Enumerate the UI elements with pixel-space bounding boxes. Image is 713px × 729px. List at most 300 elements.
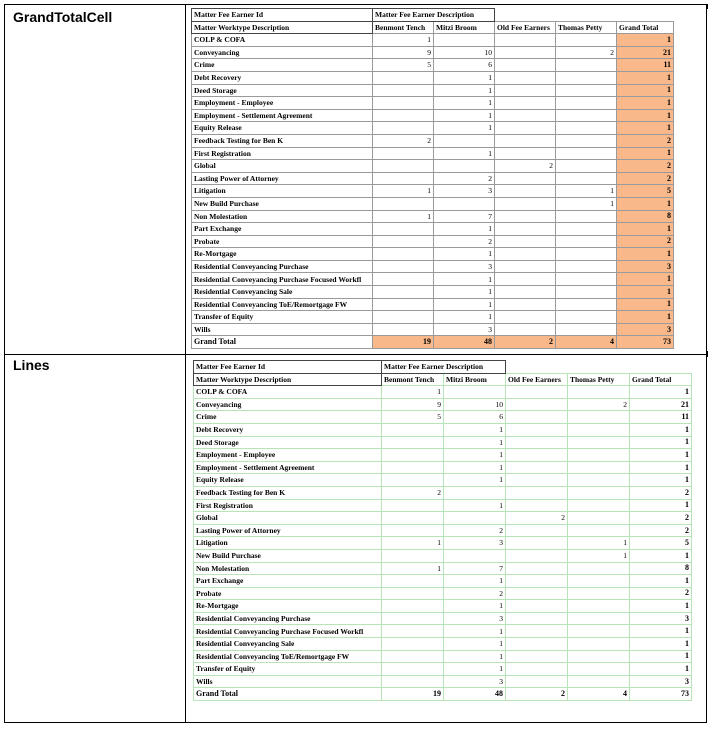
table-row [194,650,692,663]
row-label: Non Molestation [192,210,373,223]
grand-total-cell: 1 [630,386,692,399]
table-row [194,663,692,676]
grand-total-cell: 1 [617,109,674,122]
value-cell [556,34,617,47]
value-cell [495,97,556,110]
value-cell: 5 [382,411,444,424]
value-cell [382,436,444,449]
value-cell [568,423,630,436]
row-label: Litigation [194,537,382,550]
row-label: Conveyancing [192,46,373,59]
grand-total-cell: 1 [617,97,674,110]
value-cell [495,109,556,122]
value-cell [506,486,568,499]
value-cell [373,197,434,210]
grand-total-value: 4 [568,688,630,701]
row-label: Employment - Employee [194,449,382,462]
value-cell [382,461,444,474]
value-cell [506,436,568,449]
row-field-button[interactable]: Matter Worktype Description [194,373,382,386]
value-cell [506,612,568,625]
value-cell [556,59,617,72]
value-cell [556,109,617,122]
value-cell [444,386,506,399]
row-label: Employment - Settlement Agreement [194,461,382,474]
value-cell [373,223,434,236]
row-label: Equity Release [192,122,373,135]
value-cell [382,474,444,487]
value-cell [495,286,556,299]
grand-total-cell: 1 [617,71,674,84]
value-cell [556,223,617,236]
value-cell: 2 [373,134,434,147]
grand-total-cell: 8 [617,210,674,223]
value-cell [382,449,444,462]
value-cell: 1 [444,600,506,613]
value-cell: 1 [556,185,617,198]
row-label: Residential Conveyancing ToE/Remortgage FW [194,650,382,663]
row-label: Global [192,160,373,173]
row-label: Transfer of Equity [194,663,382,676]
table-row [192,134,674,147]
value-cell [495,59,556,72]
grand-total-cell: 1 [630,650,692,663]
table-row [194,537,692,550]
value-cell [373,84,434,97]
value-cell [556,97,617,110]
grand-total-value: 4 [556,336,617,349]
value-cell [495,298,556,311]
value-cell: 7 [434,210,495,223]
value-cell: 1 [444,575,506,588]
value-cell [556,210,617,223]
pivot-table-lines [193,360,692,701]
value-cell: 2 [568,398,630,411]
table-row [192,34,674,47]
row-label: Probate [192,235,373,248]
grand-total-cell: 2 [630,587,692,600]
pivot-container [186,5,706,354]
value-cell [556,235,617,248]
grand-total-cell: 1 [617,197,674,210]
value-cell [556,311,617,324]
grand-total-cell: 1 [617,122,674,135]
value-cell [434,197,495,210]
value-cell: 1 [373,185,434,198]
table-row [194,675,692,688]
grand-total-cell: 2 [617,235,674,248]
table-row [192,84,674,97]
value-cell [506,537,568,550]
grand-total-cell: 1 [617,286,674,299]
grand-total-label: Grand Total [194,688,382,701]
value-cell [568,449,630,462]
value-cell [556,323,617,336]
value-cell [382,675,444,688]
value-cell: 7 [444,562,506,575]
table-row [192,185,674,198]
row-label: Residential Conveyancing Purchase [192,260,373,273]
value-cell [556,286,617,299]
value-cell [568,486,630,499]
value-cell [506,600,568,613]
value-cell [382,587,444,600]
value-cell: 9 [382,398,444,411]
grand-total-cell: 1 [617,248,674,261]
grand-total-cell: 1 [630,663,692,676]
row-label: Debt Recovery [194,423,382,436]
section-label-cell [5,5,186,354]
table-row [192,260,674,273]
table-row [192,172,674,185]
value-cell [495,122,556,135]
value-cell [495,197,556,210]
value-cell [506,587,568,600]
column-field-button[interactable]: Matter Fee Earner Id [192,9,373,22]
value-cell [568,512,630,525]
grand-total-cell: 2 [617,134,674,147]
value-cell: 1 [444,650,506,663]
table-row [194,499,692,512]
value-cell: 1 [444,474,506,487]
grand-total-cell: 2 [630,486,692,499]
table-row [192,97,674,110]
value-cell: 1 [568,537,630,550]
value-cell [495,273,556,286]
value-cell [382,612,444,625]
table-row [194,612,692,625]
value-cell: 3 [444,675,506,688]
column-header: Old Fee Earners [495,21,556,34]
column-header: Mitzi Broom [444,373,506,386]
grand-total-value: 2 [506,688,568,701]
row-label: COLP & COFA [194,386,382,399]
value-cell [434,34,495,47]
value-cell [373,273,434,286]
value-cell: 2 [495,160,556,173]
grand-total-cell: 21 [617,46,674,59]
table-row [194,600,692,613]
grand-total-cell: 11 [617,59,674,72]
column-field-button[interactable]: Matter Fee Earner Id [194,361,382,374]
column-header: Mitzi Broom [434,21,495,34]
value-cell [382,575,444,588]
table-row [192,160,674,173]
value-cell: 1 [382,386,444,399]
grand-total-value: 19 [373,336,434,349]
value-cell: 1 [444,461,506,474]
value-cell: 5 [373,59,434,72]
value-cell [495,260,556,273]
grand-total-value: 73 [617,336,674,349]
row-label: Wills [192,323,373,336]
grand-total-cell: 1 [617,273,674,286]
row-label: Deed Storage [192,84,373,97]
row-label: Transfer of Equity [192,311,373,324]
value-cell [506,663,568,676]
value-cell [506,386,568,399]
value-cell: 9 [373,46,434,59]
row-label: Litigation [192,185,373,198]
grand-total-cell: 3 [630,612,692,625]
value-cell [568,474,630,487]
value-cell: 10 [444,398,506,411]
column-description-field-button[interactable]: Matter Fee Earner Description [382,361,506,374]
row-label: New Build Purchase [192,197,373,210]
grand-total-cell: 2 [630,512,692,525]
table-row [194,638,692,651]
value-cell [568,663,630,676]
table-row [194,524,692,537]
pivot-header-row [192,21,674,34]
value-cell: 6 [434,59,495,72]
value-cell [495,84,556,97]
table-row [192,109,674,122]
value-cell [495,147,556,160]
value-cell [373,323,434,336]
grand-total-cell: 3 [617,260,674,273]
column-header: Benmont Tench [382,373,444,386]
pivot-table-grand-total-cell [191,8,674,349]
row-label: Lasting Power of Attorney [192,172,373,185]
value-cell [568,625,630,638]
divider [707,4,708,9]
table-row [194,486,692,499]
row-label: COLP & COFA [192,34,373,47]
value-cell [382,663,444,676]
value-cell [568,499,630,512]
table-row [194,461,692,474]
value-cell: 6 [444,411,506,424]
value-cell [495,34,556,47]
value-cell: 1 [373,34,434,47]
value-cell [434,160,495,173]
value-cell [373,260,434,273]
value-cell: 1 [444,436,506,449]
value-cell [506,675,568,688]
column-description-field-button[interactable]: Matter Fee Earner Description [373,9,495,22]
column-header: Thomas Petty [568,373,630,386]
value-cell [495,210,556,223]
value-cell [568,386,630,399]
value-cell [568,587,630,600]
value-cell [495,172,556,185]
value-cell [568,675,630,688]
value-cell: 3 [444,612,506,625]
table-row [194,474,692,487]
row-label: Part Exchange [194,575,382,588]
grand-total-cell: 1 [630,575,692,588]
table-row [194,562,692,575]
row-label: Crime [192,59,373,72]
column-header: Grand Total [617,21,674,34]
row-label: Re-Mortgage [192,248,373,261]
value-cell [556,122,617,135]
value-cell [373,71,434,84]
value-cell [506,461,568,474]
value-cell [556,134,617,147]
value-cell: 2 [434,172,495,185]
row-label: New Build Purchase [194,549,382,562]
value-cell [556,71,617,84]
value-cell: 1 [434,84,495,97]
value-cell [506,650,568,663]
value-cell [568,575,630,588]
value-cell [495,223,556,236]
value-cell [444,486,506,499]
empty-cell [495,9,674,22]
table-row [194,587,692,600]
row-label: Conveyancing [194,398,382,411]
value-cell: 3 [434,185,495,198]
row-label: Residential Conveyancing Sale [192,286,373,299]
grand-total-cell: 1 [617,223,674,236]
row-label: Residential Conveyancing ToE/Remortgage FW [192,298,373,311]
value-cell: 1 [434,311,495,324]
value-cell [568,461,630,474]
row-field-button[interactable]: Matter Worktype Description [192,21,373,34]
section-grand-total-cell [4,4,707,355]
grand-total-cell: 1 [617,298,674,311]
grand-total-value: 2 [495,336,556,349]
value-cell [506,411,568,424]
value-cell [373,172,434,185]
value-cell: 3 [434,323,495,336]
value-cell [495,46,556,59]
value-cell: 1 [434,248,495,261]
value-cell: 1 [568,549,630,562]
value-cell: 1 [434,147,495,160]
value-cell [382,625,444,638]
column-header: Benmont Tench [373,21,434,34]
row-label: Lasting Power of Attorney [194,524,382,537]
value-cell [556,248,617,261]
value-cell: 1 [444,638,506,651]
value-cell: 10 [434,46,495,59]
value-cell [495,71,556,84]
table-row [194,386,692,399]
row-label: Employment - Employee [192,97,373,110]
row-label: Re-Mortgage [194,600,382,613]
table-row [192,311,674,324]
value-cell [495,248,556,261]
table-row [192,197,674,210]
section-title: GrandTotalCell [13,9,113,25]
value-cell [434,134,495,147]
value-cell [373,97,434,110]
row-label: Debt Recovery [192,71,373,84]
table-row [192,248,674,261]
grand-total-cell: 2 [617,160,674,173]
value-cell [506,474,568,487]
row-label: First Registration [192,147,373,160]
table-row [192,235,674,248]
value-cell [495,323,556,336]
grand-total-value: 73 [630,688,692,701]
value-cell [506,449,568,462]
grand-total-row [192,336,674,349]
value-cell: 1 [434,122,495,135]
value-cell [568,650,630,663]
grand-total-cell: 21 [630,398,692,411]
value-cell [556,147,617,160]
row-label: Deed Storage [194,436,382,449]
value-cell [556,273,617,286]
value-cell [373,160,434,173]
row-label: Part Exchange [192,223,373,236]
value-cell: 2 [444,524,506,537]
value-cell [506,625,568,638]
row-label: Employment - Settlement Agreement [192,109,373,122]
value-cell [556,260,617,273]
grand-total-cell: 1 [630,625,692,638]
value-cell: 1 [434,97,495,110]
value-cell [556,84,617,97]
value-cell [556,298,617,311]
grand-total-cell: 11 [630,411,692,424]
grand-total-cell: 1 [630,499,692,512]
value-cell: 1 [434,273,495,286]
value-cell [568,612,630,625]
grand-total-cell: 1 [617,147,674,160]
table-row [194,449,692,462]
value-cell [568,562,630,575]
grand-total-cell: 1 [630,449,692,462]
value-cell [556,172,617,185]
row-label: Residential Conveyancing Purchase [194,612,382,625]
table-row [194,625,692,638]
value-cell [568,411,630,424]
value-cell [506,562,568,575]
grand-total-cell: 8 [630,562,692,575]
value-cell [382,549,444,562]
grand-total-cell: 1 [630,638,692,651]
grand-total-cell: 5 [617,185,674,198]
table-row [192,59,674,72]
value-cell [568,638,630,651]
value-cell [382,423,444,436]
value-cell [382,650,444,663]
grand-total-cell: 2 [630,524,692,537]
table-row [194,423,692,436]
value-cell [506,549,568,562]
row-label: Equity Release [194,474,382,487]
value-cell: 3 [434,260,495,273]
value-cell: 2 [434,235,495,248]
value-cell: 2 [444,587,506,600]
grand-total-cell: 1 [630,461,692,474]
value-cell: 2 [556,46,617,59]
empty-cell [506,361,692,374]
column-header: Grand Total [630,373,692,386]
table-row [194,575,692,588]
column-header: Old Fee Earners [506,373,568,386]
table-row [192,147,674,160]
value-cell [568,436,630,449]
table-row [194,512,692,525]
grand-total-cell: 3 [630,675,692,688]
value-cell [568,524,630,537]
grand-total-cell: 1 [630,423,692,436]
value-cell: 1 [556,197,617,210]
pivot-filter-row [192,9,674,22]
table-row [192,298,674,311]
value-cell [506,423,568,436]
value-cell [506,524,568,537]
row-label: Residential Conveyancing Sale [194,638,382,651]
value-cell [495,134,556,147]
row-label: First Registration [194,499,382,512]
